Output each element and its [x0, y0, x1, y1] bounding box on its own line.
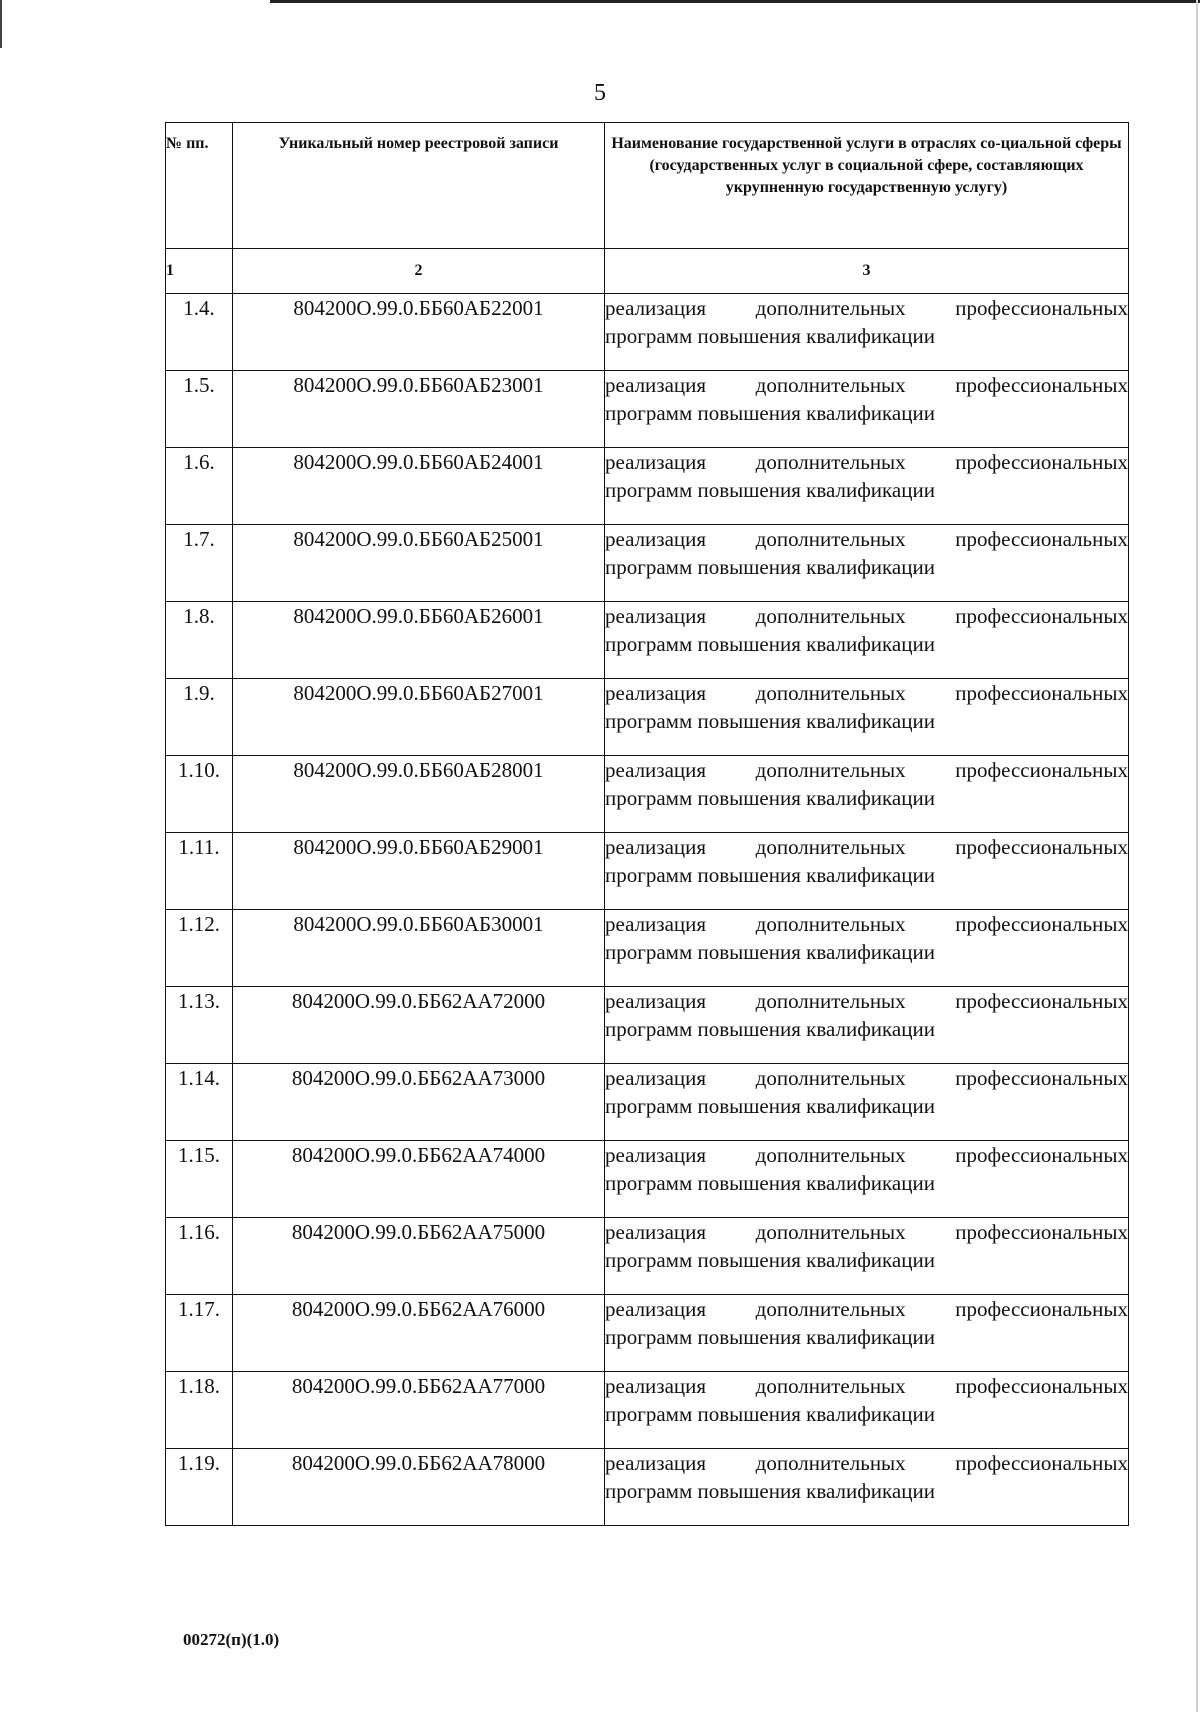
- service-name-line: [605, 756, 1128, 784]
- service-name: [605, 1141, 1129, 1218]
- service-word: реализация: [605, 1066, 707, 1090]
- table-row: [166, 371, 1129, 448]
- row-number: 1.14.: [166, 1064, 233, 1141]
- service-name-line: программ повышения квалификации: [605, 555, 935, 579]
- row-number: 1.18.: [166, 1372, 233, 1449]
- service-name-line: программ повышения квалификации: [605, 863, 935, 887]
- service-word: дополнительных: [755, 296, 906, 320]
- registry-code: 804200О.99.0.ББ62АА75000: [233, 1218, 605, 1295]
- service-name-line: программ повышения квалификации: [605, 1402, 935, 1426]
- table-row: [166, 602, 1129, 679]
- service-name: [605, 1449, 1129, 1526]
- service-word: реализация: [605, 1297, 707, 1321]
- service-name: [605, 1372, 1129, 1449]
- table-row: [166, 294, 1129, 371]
- service-word: профессиональных: [955, 1066, 1128, 1090]
- service-name: [605, 833, 1129, 910]
- table-row: [166, 987, 1129, 1064]
- row-number: 1.17.: [166, 1295, 233, 1372]
- row-number: 1.7.: [166, 525, 233, 602]
- registry-code: 804200О.99.0.ББ60АБ23001: [233, 371, 605, 448]
- service-word: реализация: [605, 1143, 707, 1167]
- service-name-line: [605, 1218, 1128, 1246]
- registry-code: 804200О.99.0.ББ60АБ25001: [233, 525, 605, 602]
- header-number: № пп.: [166, 123, 233, 249]
- service-word: реализация: [605, 450, 707, 474]
- row-number: 1.13.: [166, 987, 233, 1064]
- registry-code: 804200О.99.0.ББ60АБ24001: [233, 448, 605, 525]
- registry-code: 804200О.99.0.ББ60АБ26001: [233, 602, 605, 679]
- service-name: [605, 294, 1129, 371]
- row-number: 1.10.: [166, 756, 233, 833]
- service-name-line: программ повышения квалификации: [605, 1017, 935, 1041]
- service-word: профессиональных: [955, 450, 1128, 474]
- service-name-line: [605, 1372, 1128, 1400]
- service-name: [605, 448, 1129, 525]
- registry-code: 804200О.99.0.ББ60АБ30001: [233, 910, 605, 987]
- table-row: [166, 525, 1129, 602]
- service-word: профессиональных: [955, 373, 1128, 397]
- service-name-line: программ повышения квалификации: [605, 401, 935, 425]
- row-number: 1.4.: [166, 294, 233, 371]
- service-name-line: [605, 1449, 1128, 1477]
- registry-code: 804200О.99.0.ББ60АБ29001: [233, 833, 605, 910]
- service-word: дополнительных: [755, 1220, 906, 1244]
- service-name: [605, 910, 1129, 987]
- table-row: [166, 1141, 1129, 1218]
- service-word: профессиональных: [955, 604, 1128, 628]
- service-word: дополнительных: [755, 1143, 906, 1167]
- service-name-line: [605, 910, 1128, 938]
- table-row: [166, 1218, 1129, 1295]
- row-number: 1.5.: [166, 371, 233, 448]
- service-word: дополнительных: [755, 1451, 906, 1475]
- row-number: 1.16.: [166, 1218, 233, 1295]
- service-word: дополнительных: [755, 1374, 906, 1398]
- registry-code: 804200О.99.0.ББ62АА73000: [233, 1064, 605, 1141]
- service-word: профессиональных: [955, 989, 1128, 1013]
- column-number: 1: [166, 249, 233, 294]
- row-number: 1.15.: [166, 1141, 233, 1218]
- service-word: реализация: [605, 681, 707, 705]
- registry-code: 804200О.99.0.ББ62АА76000: [233, 1295, 605, 1372]
- column-number: 3: [605, 249, 1129, 294]
- scan-border-right: [1196, 0, 1198, 1712]
- table-header-row: [166, 123, 1129, 249]
- service-name-line: [605, 987, 1128, 1015]
- service-name: [605, 371, 1129, 448]
- registry-code: 804200О.99.0.ББ62АА74000: [233, 1141, 605, 1218]
- table-row: [166, 1449, 1129, 1526]
- table-body: [166, 294, 1129, 1526]
- service-word: дополнительных: [755, 527, 906, 551]
- registry-table: [165, 122, 1129, 1526]
- service-word: реализация: [605, 912, 707, 936]
- table-row: [166, 1295, 1129, 1372]
- service-name-line: [605, 602, 1128, 630]
- row-number: 1.8.: [166, 602, 233, 679]
- service-word: дополнительных: [755, 758, 906, 782]
- table-row: [166, 910, 1129, 987]
- service-name-line: программ повышения квалификации: [605, 1171, 935, 1195]
- service-name: [605, 756, 1129, 833]
- service-word: реализация: [605, 1451, 707, 1475]
- service-word: реализация: [605, 527, 707, 551]
- scan-border-left: [0, 0, 2, 48]
- service-word: профессиональных: [955, 1220, 1128, 1244]
- service-name-line: программ повышения квалификации: [605, 940, 935, 964]
- service-word: профессиональных: [955, 681, 1128, 705]
- service-name-line: программ повышения квалификации: [605, 324, 935, 348]
- service-word: реализация: [605, 296, 707, 320]
- row-number: 1.6.: [166, 448, 233, 525]
- service-name: [605, 1295, 1129, 1372]
- service-word: реализация: [605, 1220, 707, 1244]
- service-name: [605, 1064, 1129, 1141]
- service-word: реализация: [605, 604, 707, 628]
- service-word: дополнительных: [755, 681, 906, 705]
- row-number: 1.12.: [166, 910, 233, 987]
- service-word: дополнительных: [755, 912, 906, 936]
- column-number-row: [166, 249, 1129, 294]
- table-row: [166, 1064, 1129, 1141]
- registry-code: 804200О.99.0.ББ62АА78000: [233, 1449, 605, 1526]
- registry-code: 804200О.99.0.ББ60АБ27001: [233, 679, 605, 756]
- service-name-line: программ повышения квалификации: [605, 709, 935, 733]
- service-word: профессиональных: [955, 296, 1128, 320]
- header-registry-code: Уникальный номер реестровой записи: [233, 123, 605, 249]
- registry-code: 804200О.99.0.ББ60АБ22001: [233, 294, 605, 371]
- service-name-line: [605, 1295, 1128, 1323]
- service-word: профессиональных: [955, 912, 1128, 936]
- row-number: 1.9.: [166, 679, 233, 756]
- table-row: [166, 756, 1129, 833]
- service-word: реализация: [605, 373, 707, 397]
- service-name-line: [605, 679, 1128, 707]
- table-row: [166, 833, 1129, 910]
- service-name-line: программ повышения квалификации: [605, 1479, 935, 1503]
- service-name-line: программ повышения квалификации: [605, 1325, 935, 1349]
- service-word: реализация: [605, 1374, 707, 1398]
- page-number: 5: [594, 80, 606, 106]
- service-name-line: [605, 833, 1128, 861]
- service-word: профессиональных: [955, 527, 1128, 551]
- service-word: профессиональных: [955, 1297, 1128, 1321]
- service-name-line: программ повышения квалификации: [605, 632, 935, 656]
- service-name-line: [605, 294, 1128, 322]
- service-name-line: программ повышения квалификации: [605, 1248, 935, 1272]
- service-word: реализация: [605, 835, 707, 859]
- service-name-line: [605, 1141, 1128, 1169]
- table-row: [166, 448, 1129, 525]
- table-row: [166, 1372, 1129, 1449]
- service-word: профессиональных: [955, 835, 1128, 859]
- service-word: профессиональных: [955, 758, 1128, 782]
- header-service-name: Наименование государственной услуги в отраслях со-циальной сферы (государственных услуг в социальной сфере, составляющих укрупненную государственную услугу): [605, 123, 1129, 249]
- service-word: профессиональных: [955, 1374, 1128, 1398]
- service-name-line: [605, 371, 1128, 399]
- service-word: дополнительных: [755, 989, 906, 1013]
- service-name-line: программ повышения квалификации: [605, 478, 935, 502]
- row-number: 1.11.: [166, 833, 233, 910]
- service-name-line: [605, 448, 1128, 476]
- service-word: дополнительных: [755, 450, 906, 474]
- scan-border-top: [270, 0, 1200, 3]
- table-row: [166, 679, 1129, 756]
- service-name-line: [605, 1064, 1128, 1092]
- service-name: [605, 525, 1129, 602]
- service-name: [605, 602, 1129, 679]
- registry-code: 804200О.99.0.ББ62АА72000: [233, 987, 605, 1064]
- service-word: реализация: [605, 989, 707, 1013]
- service-name: [605, 679, 1129, 756]
- service-word: дополнительных: [755, 1297, 906, 1321]
- service-name-line: [605, 525, 1128, 553]
- registry-code: 804200О.99.0.ББ60АБ28001: [233, 756, 605, 833]
- column-number: 2: [233, 249, 605, 294]
- form-code: 00272(п)(1.0): [183, 1630, 280, 1649]
- service-name-line: программ повышения квалификации: [605, 786, 935, 810]
- service-name: [605, 1218, 1129, 1295]
- registry-code: 804200О.99.0.ББ62АА77000: [233, 1372, 605, 1449]
- service-word: профессиональных: [955, 1451, 1128, 1475]
- row-number: 1.19.: [166, 1449, 233, 1526]
- service-word: профессиональных: [955, 1143, 1128, 1167]
- service-word: дополнительных: [755, 1066, 906, 1090]
- service-name-line: программ повышения квалификации: [605, 1094, 935, 1118]
- service-name: [605, 987, 1129, 1064]
- service-word: дополнительных: [755, 604, 906, 628]
- service-word: дополнительных: [755, 373, 906, 397]
- service-word: дополнительных: [755, 835, 906, 859]
- service-word: реализация: [605, 758, 707, 782]
